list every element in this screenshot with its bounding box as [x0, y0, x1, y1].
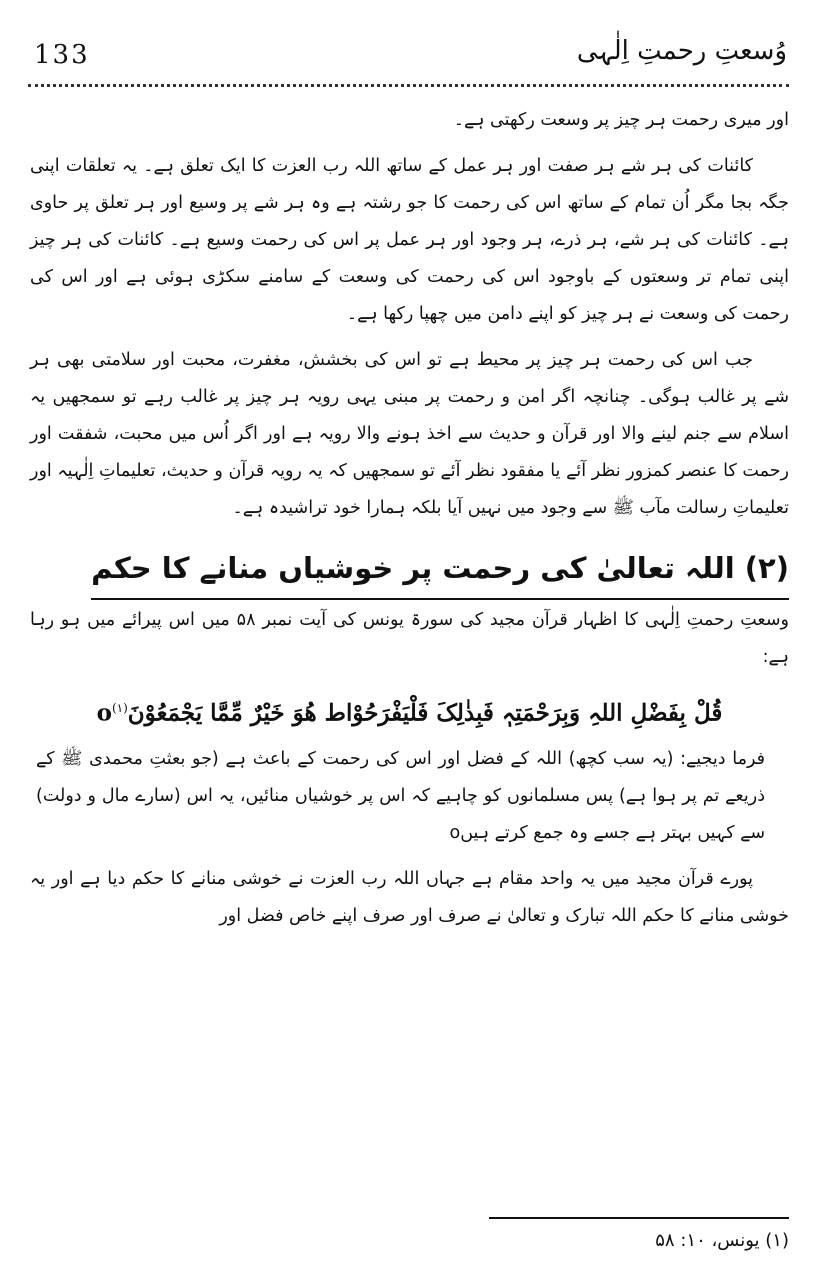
page-header [28, 22, 789, 92]
quran-verse [30, 685, 789, 737]
intro-paragraph: وسعتِ رحمتِ اِلٰہی کا اظہار قرآن مجید کی سورۃ یونس کی آیت نمبر ۵۸ میں اس پیرائے میں ہو رہا ہے: [30, 610, 789, 667]
quran-verse-text: قُلْ بِفَضْلِ اللہِ وَبِرَحْمَتِہٖ فَبِذٰلِکَ فَلْیَفْرَحُوْاط ھُوَ خَیْرٌ مِّمَّا یَجْمَعُوْنَo [96, 699, 723, 727]
footnote-marker: (۱) [111, 701, 128, 715]
verse-translation: فرما دیجیے: (یہ سب کچھ) اللہ کے فضل اور اس کی رحمت کے باعث ہے (جو بعثتِ محمدی ﷺ کے ذریعے تم پر ہوا ہے) پس مسلمانوں کو چاہیے کہ اس پر خوشیاں منائیں، یہ اس (سارے مال و دولت) سے کہیں بہتر ہے جسے وہ جمع کرتے ہیںo [36, 748, 765, 843]
paragraph-2: جب اس کی رحمت ہر چیز پر محیط ہے تو اس کی بخشش، مغفرت، محبت اور سلامتی بھی ہر شے پر غالب ہوگی۔ چنانچہ اگر امن و رحمت پر مبنی یہی رویہ ہر چیز پر غالب رہے تو سمجھیں یہ اسلام سے جنم لینے والا اور قرآن و حدیث سے اخذ ہونے والا رویہ ہے اور اگر اُس میں محبت، شفقت اور رحمت کا عنصر کمزور نظر آئے یا مفقود نظر آئے تو سمجھیں کہ یہ رویہ قرآن و حدیث، تعلیماتِ اِلٰہیہ اور تعلیماتِ رسالت مآب ﷺ سے وجود میں نہیں آیا بلکہ ہمارا خود تراشیدہ ہے۔ [30, 350, 789, 518]
footnote: (۱) یونس، ۱۰: ۵۸ [655, 1230, 789, 1251]
running-title: وُسعتِ رحمتِ اِلٰہی [576, 36, 787, 66]
paragraph-1: کائنات کی ہر شے ہر صفت اور ہر عمل کے ساتھ اللہ رب العزت کا ایک تعلق ہے۔ یہ تعلقات اپنی جگہ بجا مگر اُن تمام کے ساتھ اس کی رحمت کا جو رشتہ ہے وہ ہر شے پر وسیع اور ہر تعلق پر حاوی ہے۔ کائنات کی ہر شے، ہر ذرے، ہر وجود اور ہر عمل پر اس کی رحمت وسیع ہے۔ کائنات کی ہر چیز اپنی تمام تر وسعتوں کے باوجود اس کی رحمت کی وسعت کے سامنے سکڑی ہوئی ہے اور اس کی رحمت کی وسعت نے ہر چیز کو اپنے دامن میں چھپا رکھا ہے۔ [30, 156, 789, 324]
closing-paragraph: پورے قرآن مجید میں یہ واحد مقام ہے جہاں اللہ رب العزت نے خوشی منانے کا حکم دیا ہے اور یہ خوشی منانے کا حکم اللہ تبارک و تعالیٰ نے صرف اور صرف اپنے خاص فضل اور [30, 868, 789, 926]
page-body [30, 102, 789, 944]
section-heading: (۲) اللہ تعالیٰ کی رحمت پر خوشیاں منانے کا حکم [91, 544, 789, 600]
paragraph-verse-translation: اور میری رحمت ہر چیز پر وسعت رکھتی ہے۔ [453, 110, 789, 130]
page-number: 133 [34, 40, 90, 70]
header-dotted-rule [28, 84, 789, 87]
footnote-rule [489, 1217, 789, 1219]
